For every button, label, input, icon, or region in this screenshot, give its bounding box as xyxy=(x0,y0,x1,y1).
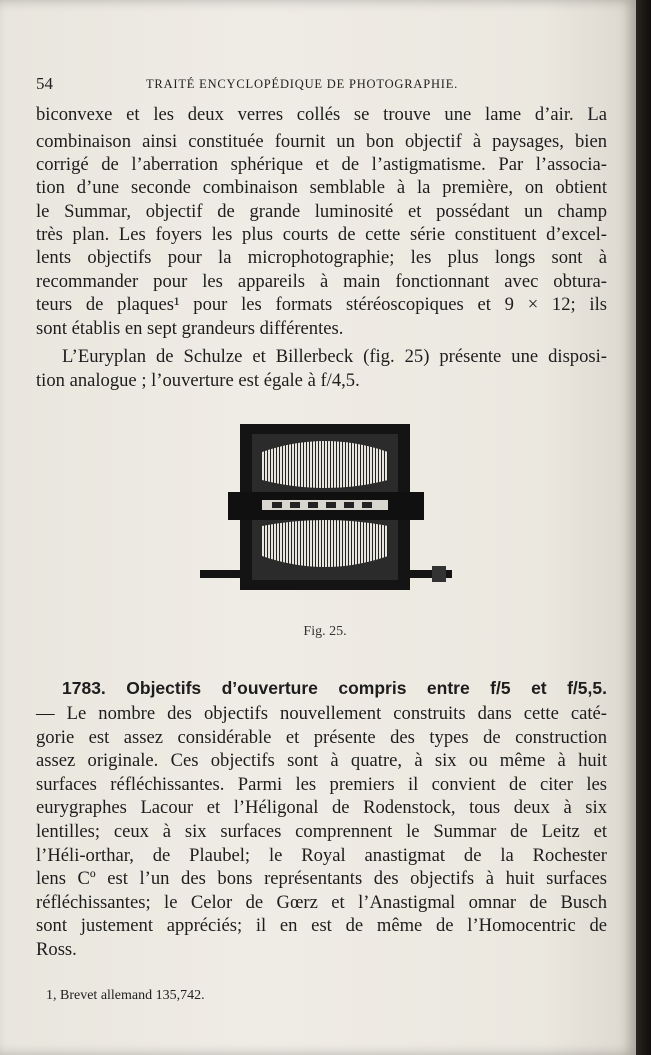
text-line: recommander pour les appareils à main fonctionnant avec obtura- xyxy=(36,271,607,292)
lens-cross-section-figure xyxy=(200,424,452,590)
text-line: eurygraphes Lacour et l’Héligonal de Rodenstock, tous deux à six xyxy=(36,797,607,818)
text-line: corrigé de l’aberration sphérique et de l’astigmatisme. Par l’associa- xyxy=(36,154,607,175)
book-edge xyxy=(636,0,651,1055)
text-line: assez originale. Ces objectifs sont à quatre, à six ou même à huit xyxy=(36,750,607,771)
text-line: tion d’une seconde combinaison semblable à la première, on obtient xyxy=(36,177,607,198)
text-line: surfaces réfléchissantes. Parmi les premiers il convient de citer les xyxy=(36,774,607,795)
text-line: combinaison ainsi constituée fournit un bon objectif à paysages, bien xyxy=(36,131,607,152)
text-line: L’Euryplan de Schulze et Billerbeck (fig. 25) présente une disposi- xyxy=(62,346,607,367)
text-line: — Le nombre des objectifs nouvellement construits dans cette caté- xyxy=(36,703,607,724)
text-line: réfléchissantes; le Celor de Gœrz et l’Anastigmal omnar de Busch xyxy=(36,892,607,913)
page-number: 54 xyxy=(36,74,53,93)
text-line: lentilles; ceux à six surfaces comprennent le Summar de Leitz et xyxy=(36,821,607,842)
running-title: TRAITÉ ENCYCLOPÉDIQUE DE PHOTOGRAPHIE. xyxy=(146,77,459,91)
text-line: l’Héli-orthar, de Plaubel; le Royal anastigmat de la Rochester xyxy=(36,845,607,866)
text-line: lents objectifs pour la microphotographie; les plus longs sont à xyxy=(36,247,607,268)
text-line: sont établis en sept grandeurs différentes. xyxy=(36,318,344,339)
text-line: le Summar, objectif de grande luminosité et possédant un champ xyxy=(36,201,607,222)
text-line: tion analogue ; l’ouverture est égale à f/4,5. xyxy=(36,370,360,391)
text-line: sont justement appréciés; il en est de même de l’Homocentric de xyxy=(36,915,607,936)
section-heading: 1783. Objectifs d’ouverture compris entre f/5 et f/5,5. xyxy=(62,678,607,698)
footnote: 1, Brevet allemand 135,742. xyxy=(46,988,205,1003)
page-header xyxy=(36,74,606,96)
figure-caption: Fig. 25. xyxy=(303,624,347,639)
text-line: très plan. Les foyers les plus courts de cette série constituent d’excel- xyxy=(36,224,607,245)
text-line: biconvexe et les deux verres collés se trouve une lame d’air. La xyxy=(36,104,607,125)
text-line: gorie est assez considérable et présente des types de construction xyxy=(36,727,607,748)
text-line: lens Cº est l’un des bons représentants des objectifs à huit surfaces xyxy=(36,868,607,889)
text-line: Ross. xyxy=(36,939,77,960)
text-line: teurs de plaques¹ pour les formats stéréoscopiques et 9 × 12; ils xyxy=(36,294,607,315)
